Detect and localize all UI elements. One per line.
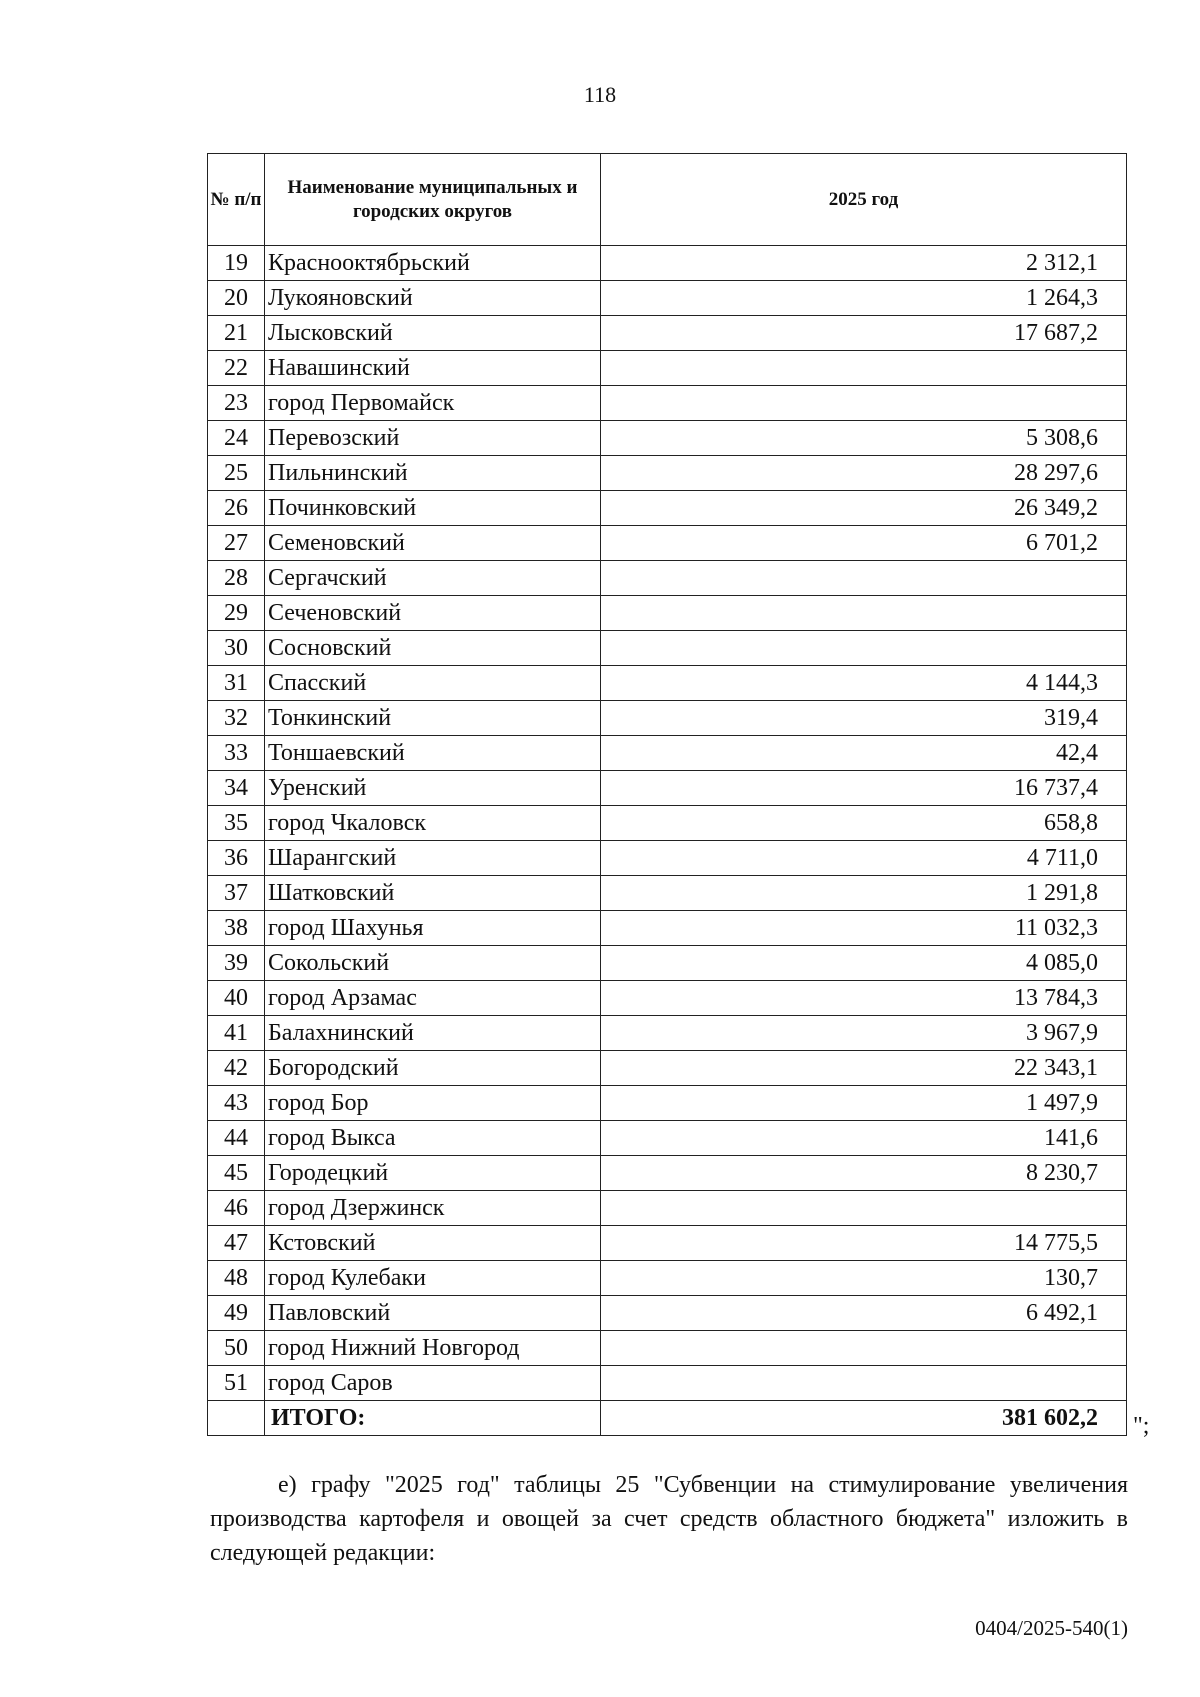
row-name: Семеновский: [265, 526, 601, 561]
table-row: [208, 806, 1127, 841]
row-name: Тоншаевский: [265, 736, 601, 771]
header-name: Наименование муниципальных и городских округов: [265, 154, 601, 246]
row-name: город Бор: [265, 1086, 601, 1121]
table-row: [208, 1051, 1127, 1086]
row-name: город Шахунья: [265, 911, 601, 946]
table-row: [208, 771, 1127, 806]
table-row: [208, 1226, 1127, 1261]
row-number: 26: [208, 491, 265, 526]
row-name: город Чкаловск: [265, 806, 601, 841]
table-row: [208, 491, 1127, 526]
row-name: Павловский: [265, 1296, 601, 1331]
table-row: [208, 666, 1127, 701]
row-number: 37: [208, 876, 265, 911]
row-value: [601, 351, 1127, 386]
table-row: [208, 1331, 1127, 1366]
row-number: 35: [208, 806, 265, 841]
table-row: [208, 981, 1127, 1016]
row-number: 43: [208, 1086, 265, 1121]
row-number: 46: [208, 1191, 265, 1226]
page-number: 118: [583, 82, 617, 107]
row-number: 49: [208, 1296, 265, 1331]
table-row: [208, 421, 1127, 456]
table-row: [208, 1156, 1127, 1191]
table-row: [208, 386, 1127, 421]
row-value: 16 737,4: [601, 771, 1127, 806]
table-row: [208, 1121, 1127, 1156]
row-number: 48: [208, 1261, 265, 1296]
row-value: 42,4: [601, 736, 1127, 771]
row-name: Кстовский: [265, 1226, 601, 1261]
table-row: [208, 701, 1127, 736]
total-num: [208, 1401, 265, 1436]
row-value: 1 497,9: [601, 1086, 1127, 1121]
closing-quote: ";: [1133, 1413, 1150, 1439]
table-row: [208, 1296, 1127, 1331]
row-name: Навашинский: [265, 351, 601, 386]
table-row: [208, 1191, 1127, 1226]
table-row: [208, 631, 1127, 666]
row-value: 22 343,1: [601, 1051, 1127, 1086]
row-number: 50: [208, 1331, 265, 1366]
table-row: [208, 246, 1127, 281]
table-row: [208, 841, 1127, 876]
total-label: ИТОГО:: [265, 1401, 601, 1436]
row-number: 27: [208, 526, 265, 561]
row-number: 31: [208, 666, 265, 701]
table-row: [208, 1366, 1127, 1401]
row-value: 26 349,2: [601, 491, 1127, 526]
row-number: 34: [208, 771, 265, 806]
row-name: Богородский: [265, 1051, 601, 1086]
row-name: Уренский: [265, 771, 601, 806]
row-value: [601, 631, 1127, 666]
row-number: 24: [208, 421, 265, 456]
row-number: 45: [208, 1156, 265, 1191]
row-name: Городецкий: [265, 1156, 601, 1191]
row-value: 3 967,9: [601, 1016, 1127, 1051]
row-number: 19: [208, 246, 265, 281]
row-number: 28: [208, 561, 265, 596]
row-value: 1 291,8: [601, 876, 1127, 911]
row-value: 6 492,1: [601, 1296, 1127, 1331]
row-name: Сергачский: [265, 561, 601, 596]
row-name: Сокольский: [265, 946, 601, 981]
row-value: 4 711,0: [601, 841, 1127, 876]
row-name: город Саров: [265, 1366, 601, 1401]
header-num: № п/п: [208, 154, 265, 246]
row-value: 141,6: [601, 1121, 1127, 1156]
row-number: 25: [208, 456, 265, 491]
table-row: [208, 1086, 1127, 1121]
row-number: 36: [208, 841, 265, 876]
row-value: 8 230,7: [601, 1156, 1127, 1191]
row-name: город Нижний Новгород: [265, 1331, 601, 1366]
row-value: 319,4: [601, 701, 1127, 736]
row-name: город Выкса: [265, 1121, 601, 1156]
row-value: 4 144,3: [601, 666, 1127, 701]
table-header-row: [208, 154, 1127, 246]
table-row: [208, 876, 1127, 911]
row-name: город Первомайск: [265, 386, 601, 421]
instruction-paragraph: е) графу "2025 год" таблицы 25 "Субвенции на стимулирование увеличения производства картофеля и овощей за счет средств областного бюджета" изложить в следующей редакции:: [210, 1472, 1128, 1566]
row-name: Починковский: [265, 491, 601, 526]
row-value: 11 032,3: [601, 911, 1127, 946]
row-number: 42: [208, 1051, 265, 1086]
table-row: [208, 526, 1127, 561]
row-value: [601, 1331, 1127, 1366]
row-name: Балахнинский: [265, 1016, 601, 1051]
table-row: [208, 946, 1127, 981]
table-row: [208, 1016, 1127, 1051]
row-value: 17 687,2: [601, 316, 1127, 351]
row-value: 2 312,1: [601, 246, 1127, 281]
row-number: 29: [208, 596, 265, 631]
table-row: [208, 316, 1127, 351]
row-number: 22: [208, 351, 265, 386]
row-value: [601, 1366, 1127, 1401]
table-row: [208, 561, 1127, 596]
row-value: [601, 561, 1127, 596]
row-name: Лукояновский: [265, 281, 601, 316]
document-code: 0404/2025-540(1): [975, 1616, 1128, 1640]
row-name: Перевозский: [265, 421, 601, 456]
row-number: 20: [208, 281, 265, 316]
row-number: 44: [208, 1121, 265, 1156]
table-body: [208, 246, 1127, 1401]
row-value: [601, 596, 1127, 631]
table-row: [208, 351, 1127, 386]
row-number: 39: [208, 946, 265, 981]
row-value: 5 308,6: [601, 421, 1127, 456]
row-number: 41: [208, 1016, 265, 1051]
row-value: 14 775,5: [601, 1226, 1127, 1261]
row-name: Лысковский: [265, 316, 601, 351]
row-value: 658,8: [601, 806, 1127, 841]
row-name: Тонкинский: [265, 701, 601, 736]
row-value: 4 085,0: [601, 946, 1127, 981]
table-row: [208, 911, 1127, 946]
row-value: 28 297,6: [601, 456, 1127, 491]
table-row: [208, 596, 1127, 631]
row-value: 1 264,3: [601, 281, 1127, 316]
row-name: город Дзержинск: [265, 1191, 601, 1226]
row-value: 6 701,2: [601, 526, 1127, 561]
row-number: 23: [208, 386, 265, 421]
row-number: 33: [208, 736, 265, 771]
row-value: 130,7: [601, 1261, 1127, 1296]
table-row: [208, 1261, 1127, 1296]
row-number: 38: [208, 911, 265, 946]
table-row: [208, 736, 1127, 771]
row-value: [601, 1191, 1127, 1226]
row-number: 40: [208, 981, 265, 1016]
table-row: [208, 456, 1127, 491]
header-year: 2025 год: [601, 154, 1127, 246]
total-value: 381 602,2: [601, 1401, 1127, 1436]
row-number: 21: [208, 316, 265, 351]
row-number: 30: [208, 631, 265, 666]
row-name: город Кулебаки: [265, 1261, 601, 1296]
row-value: [601, 386, 1127, 421]
row-name: Краснооктябрьский: [265, 246, 601, 281]
row-number: 32: [208, 701, 265, 736]
row-name: Сосновский: [265, 631, 601, 666]
row-name: Сеченовский: [265, 596, 601, 631]
row-name: Шарангский: [265, 841, 601, 876]
row-number: 47: [208, 1226, 265, 1261]
row-name: Шатковский: [265, 876, 601, 911]
row-value: 13 784,3: [601, 981, 1127, 1016]
row-name: Пильнинский: [265, 456, 601, 491]
total-row: [208, 1401, 1127, 1436]
subsidy-table: [207, 153, 1127, 1436]
row-name: Спасский: [265, 666, 601, 701]
row-number: 51: [208, 1366, 265, 1401]
table-row: [208, 281, 1127, 316]
row-name: город Арзамас: [265, 981, 601, 1016]
